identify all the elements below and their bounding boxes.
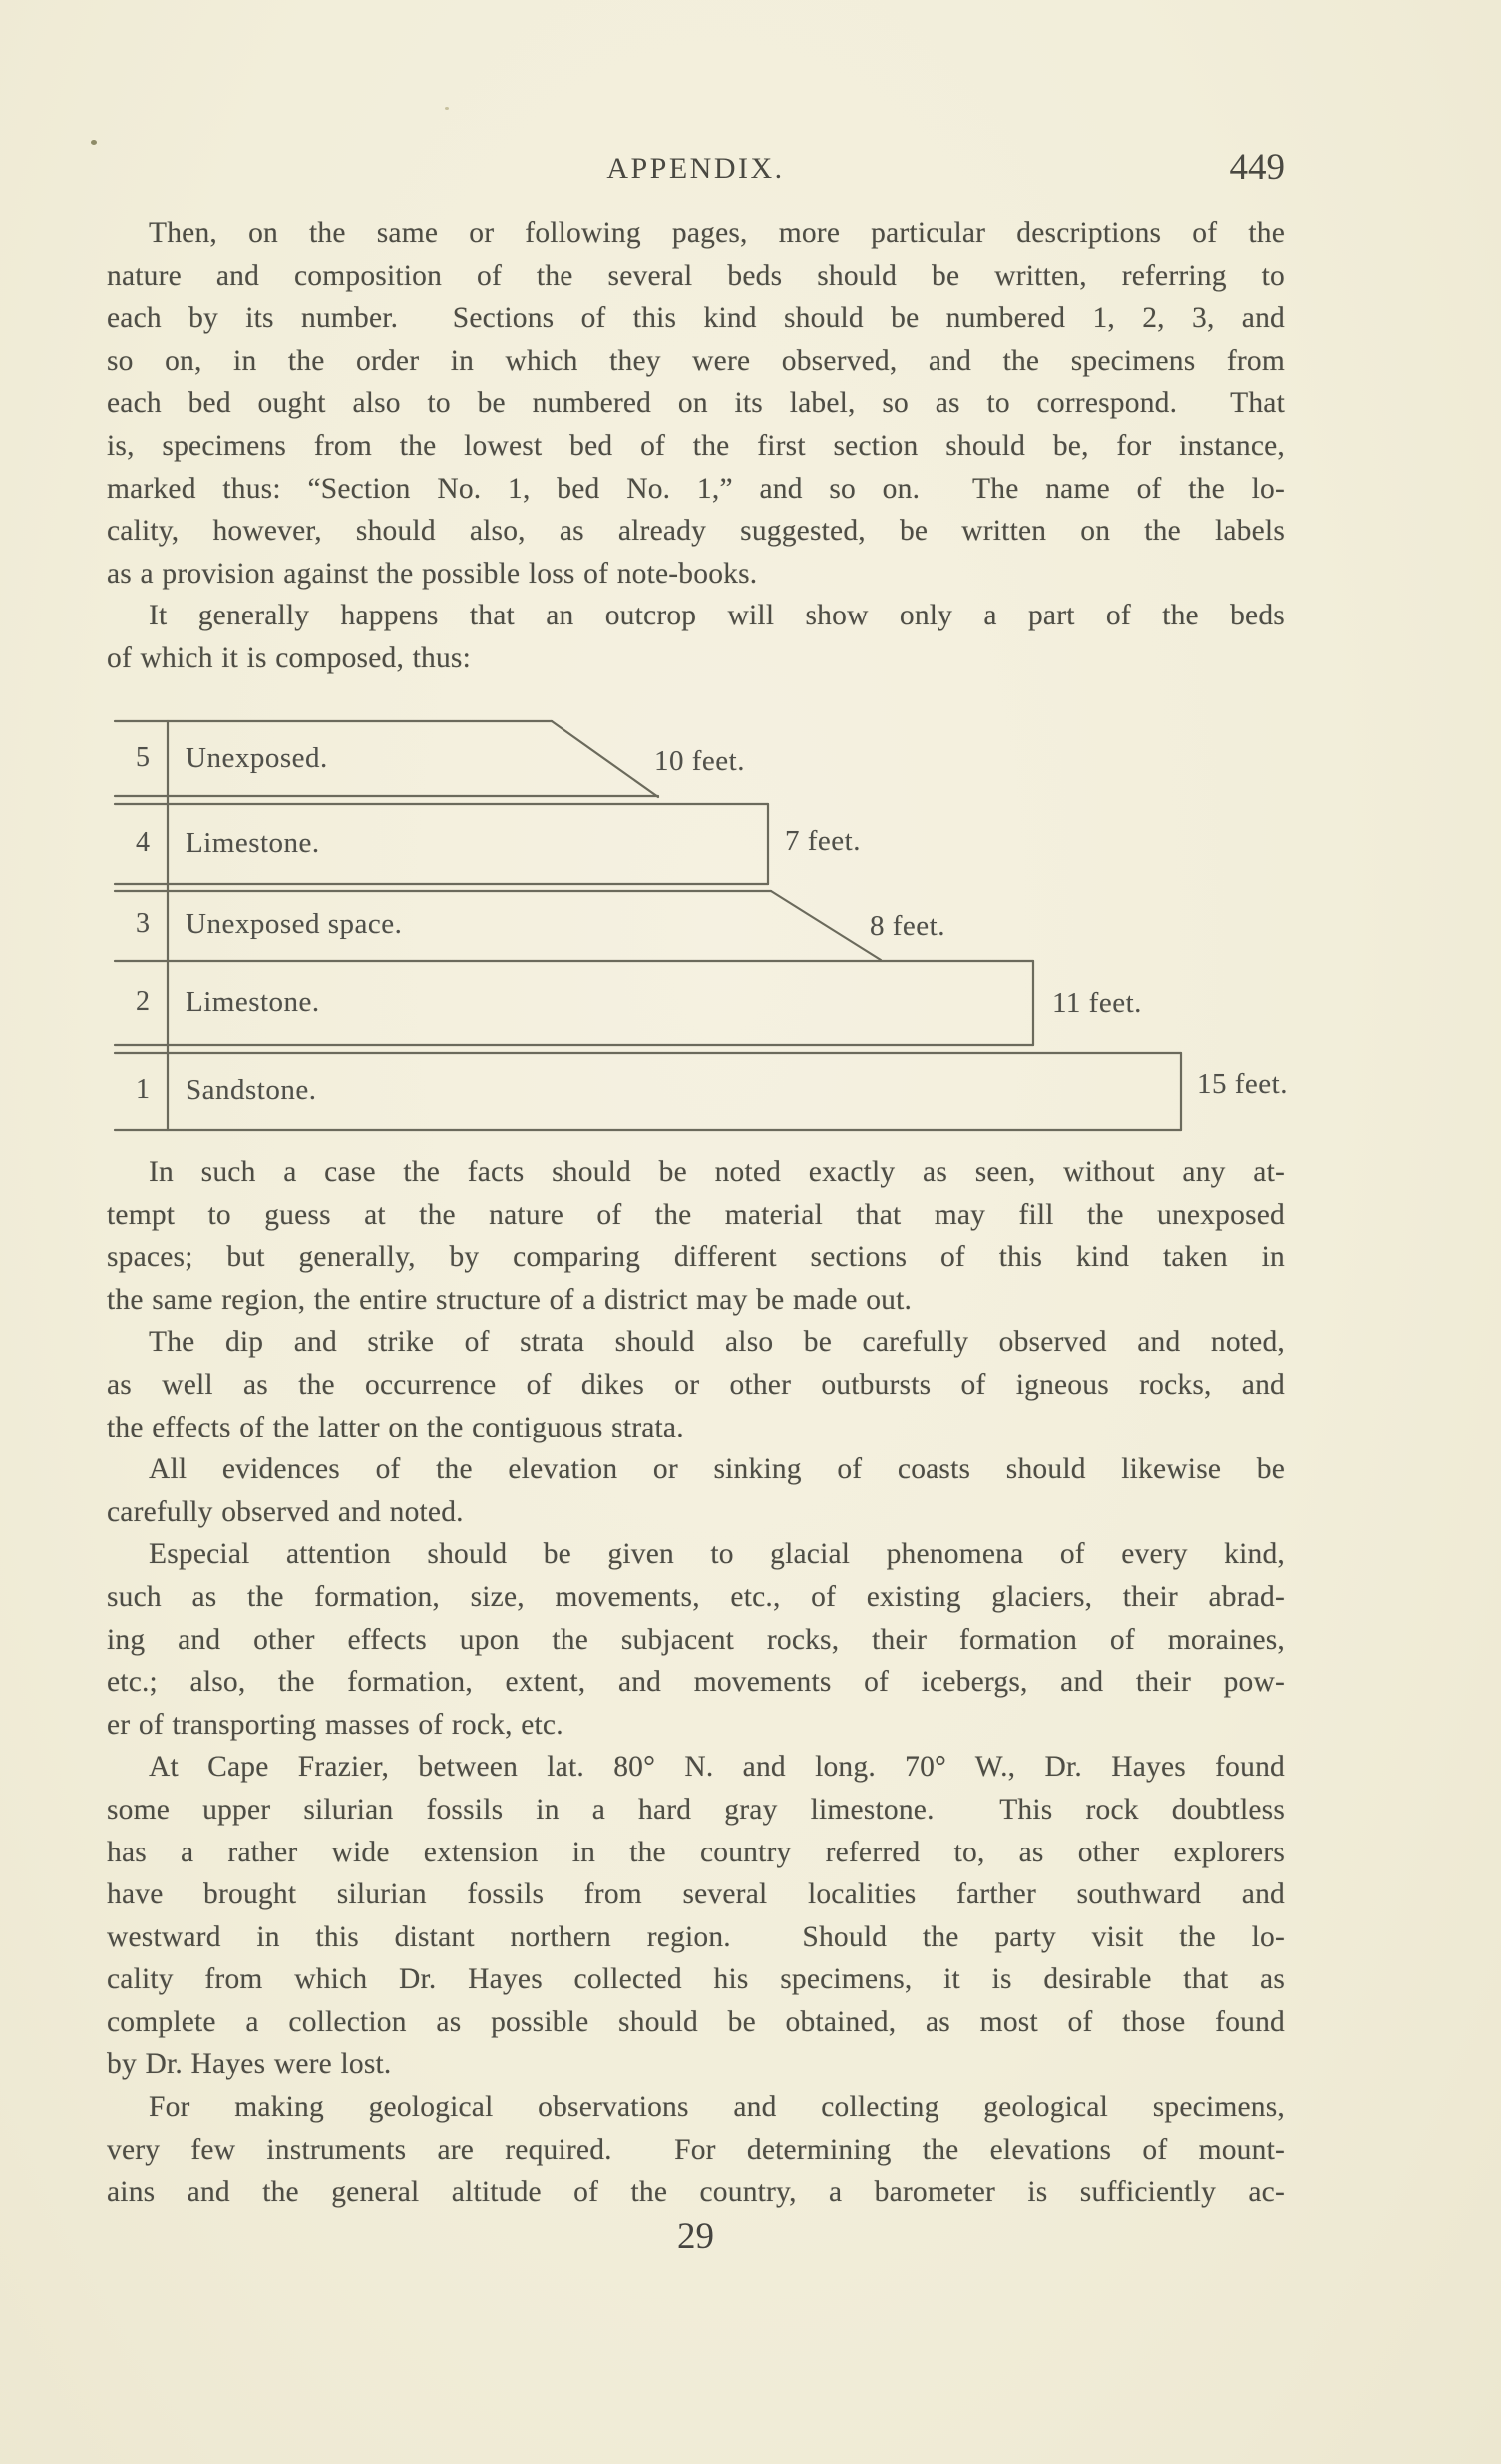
text-line: each bed ought also to be numbered on its label, so as to correspond. That (107, 387, 1285, 420)
text-line: At Cape Frazier, between lat. 80° N. and long. 70° W., Dr. Hayes found (149, 1751, 1285, 1784)
paper-speck (445, 107, 449, 110)
bed-number: 1 (136, 1074, 150, 1105)
text-line: spaces; but generally, by comparing different sections of this kind taken in (107, 1241, 1285, 1274)
bed-label: Limestone. (186, 827, 320, 859)
text-line: cality from which Dr. Hayes collected his specimens, it is desirable that as (107, 1963, 1285, 1996)
paper-speck (91, 140, 97, 145)
text-block-lower (107, 1151, 1285, 2214)
text-line: very few instruments are required. For determining the elevations of mount- (107, 2133, 1285, 2166)
bed-number: 3 (136, 908, 150, 939)
text-line: tempt to guess at the nature of the material that may fill the unexposed (107, 1198, 1285, 1231)
bed-label: Unexposed space. (186, 908, 403, 940)
text-line: have brought silurian fossils from several localities farther southward and (107, 1878, 1285, 1911)
text-line: the same region, the entire structure of a district may be made out. (107, 1283, 913, 1316)
text-line: so on, in the order in which they were observed, and the specimens from (107, 344, 1285, 377)
text-line: complete a collection as possible should be obtained, as most of those found (107, 2005, 1285, 2038)
text-line: etc.; also, the formation, extent, and movements of icebergs, and their pow- (107, 1666, 1285, 1699)
paragraph (107, 2086, 1285, 2214)
text-line: is, specimens from the lowest bed of the first section should be, for instance, (107, 429, 1285, 462)
paragraph (107, 212, 1285, 595)
text-line: as well as the occurrence of dikes or other outbursts of igneous rocks, and (107, 1368, 1285, 1401)
text-line: ains and the general altitude of the country, a barometer is sufficiently ac- (107, 2176, 1285, 2209)
text-line: cality, however, should also, as already suggested, be written on the labels (107, 515, 1285, 548)
paragraph (107, 1321, 1285, 1448)
bed-thickness: 7 feet. (785, 825, 861, 857)
text-line: the effects of the latter on the contiguous strata. (107, 1411, 684, 1443)
bed-thickness: 8 feet. (870, 910, 945, 942)
paragraph (107, 1151, 1285, 1321)
text-line: Especial attention should be given to glacial phenomena of every kind, (149, 1538, 1285, 1571)
bed-number: 2 (136, 986, 150, 1017)
paragraph (107, 1533, 1285, 1746)
text-line: by Dr. Hayes were lost. (107, 2048, 392, 2081)
text-line: The dip and strike of strata should also be carefully observed and noted, (149, 1326, 1285, 1359)
text-line: carefully observed and noted. (107, 1495, 464, 1528)
text-line: some upper silurian fossils in a hard gray limestone. This rock doubtless (107, 1793, 1285, 1826)
bed-number: 5 (136, 742, 150, 773)
text-line: has a rather wide extension in the country referred to, as other explorers (107, 1836, 1285, 1868)
text-line: ing and other effects upon the subjacent rocks, their formation of moraines, (107, 1623, 1285, 1656)
text-line: For making geological observations and collecting geological specimens, (149, 2091, 1285, 2124)
text-line: marked thus: “Section No. 1, bed No. 1,” and so on. The name of the lo- (107, 472, 1285, 505)
paragraph (107, 595, 1285, 679)
text-line: of which it is composed, thus: (107, 641, 471, 674)
text-line: er of transporting masses of rock, etc. (107, 1708, 563, 1741)
bed-label: Sandstone. (186, 1074, 317, 1106)
bed-label: Unexposed. (186, 742, 328, 774)
text-line: Then, on the same or following pages, more particular descriptions of the (149, 217, 1285, 249)
bed-label: Limestone. (186, 986, 320, 1018)
bed-thickness: 10 feet. (654, 745, 745, 777)
text-line: In such a case the facts should be noted exactly as seen, without any at- (149, 1156, 1285, 1188)
paragraph (107, 1448, 1285, 1533)
text-line: each by its number. Sections of this kind should be numbered 1, 2, 3, and (107, 302, 1285, 335)
text-block-upper (107, 212, 1285, 680)
bed-thickness: 15 feet. (1197, 1068, 1288, 1100)
text-line: It generally happens that an outcrop will show only a part of the beds (149, 600, 1285, 632)
text-line: nature and composition of the several beds should be written, referring to (107, 259, 1285, 292)
bed-thickness: 11 feet. (1052, 987, 1142, 1019)
text-line: westward in this distant northern region. Should the party visit the lo- (107, 1920, 1285, 1953)
bed-number: 4 (136, 827, 150, 858)
page-number: 449 (1229, 147, 1285, 188)
running-head: APPENDIX. (606, 152, 785, 185)
geological-section-diagram (100, 708, 1297, 1147)
folio-number: 29 (677, 2216, 714, 2257)
text-line: as a provision against the possible loss of note-books. (107, 557, 758, 590)
paragraph (107, 1746, 1285, 2086)
text-line: such as the formation, size, movements, etc., of existing glaciers, their abrad- (107, 1580, 1285, 1613)
text-line: All evidences of the elevation or sinking of coasts should likewise be (149, 1453, 1285, 1486)
